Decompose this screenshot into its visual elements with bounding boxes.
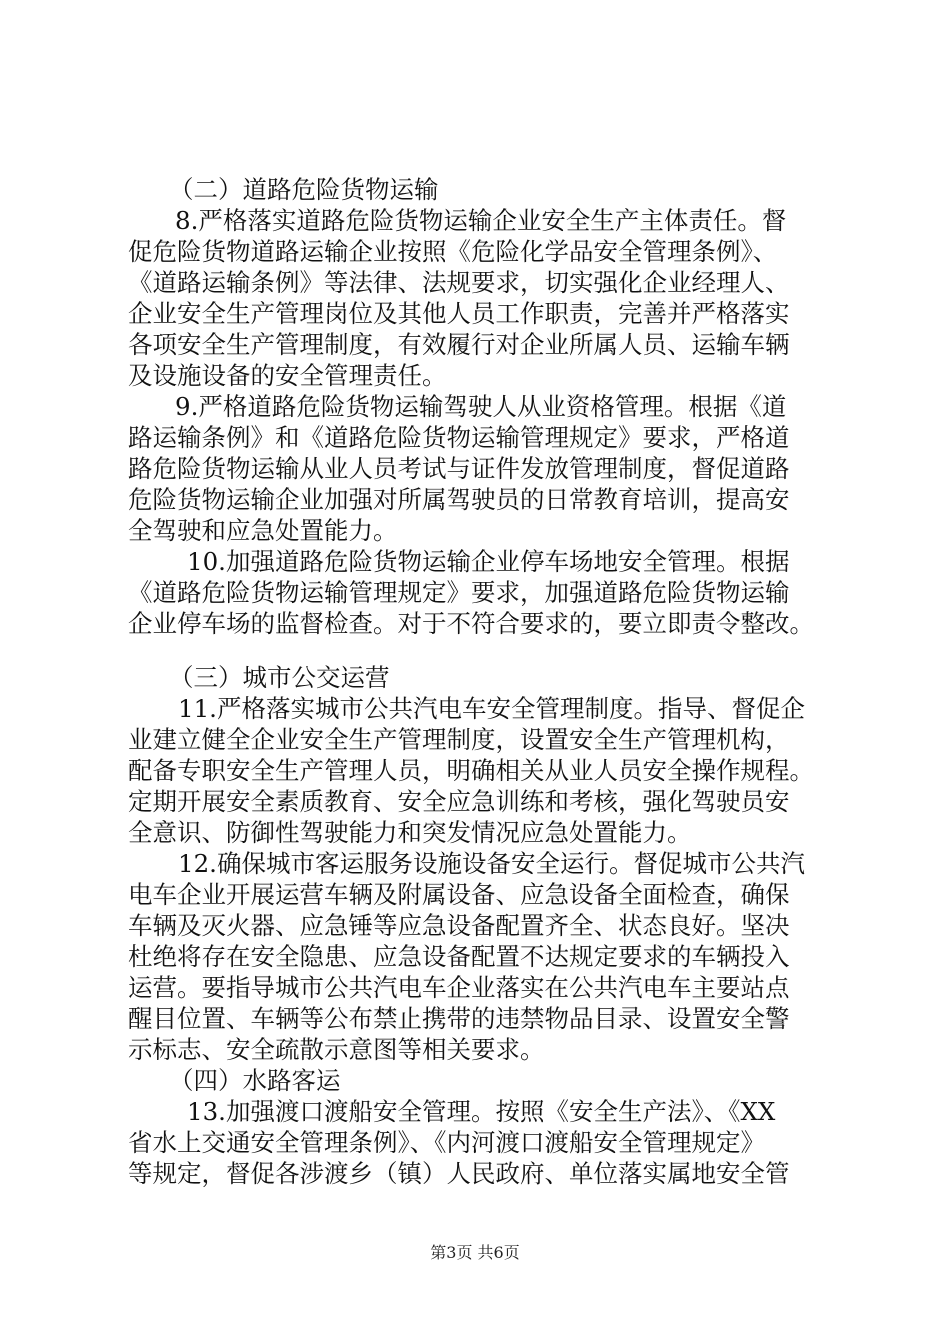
paragraph-line: 及设施设备的安全管理责任。 <box>128 361 447 390</box>
paragraph-line: 定期开展安全素质教育、安全应急训练和考核，强化驾驶员安 <box>128 787 790 816</box>
paragraph-line: 危险货物运输企业加强对所属驾驶员的日常教育培训，提高安 <box>128 485 790 514</box>
paragraph-line: 全意识、防御性驾驶能力和突发情况应急处置能力。 <box>128 818 692 847</box>
paragraph-line: 业建立健全企业安全生产管理制度，设置安全生产管理机构， <box>128 725 790 754</box>
paragraph-line: 《道路运输条例》等法律、法规要求，切实强化企业经理人、 <box>128 268 790 297</box>
paragraph-line: 各项安全生产管理制度，有效履行对企业所属人员、运输车辆 <box>128 330 790 359</box>
paragraph-line: 配备专职安全生产管理人员，明确相关从业人员安全操作规程。 <box>128 756 814 785</box>
paragraph-line: 全驾驶和应急处置能力。 <box>128 516 398 545</box>
paragraph-line: 13.加强渡口渡船安全管理。按照《安全生产法》、《XX <box>187 1097 776 1126</box>
paragraph-line: 8.严格落实道路危险货物运输企业安全生产主体责任。督 <box>175 206 787 235</box>
paragraph-line: 运营。要指导城市公共汽电车企业落实在公共汽电车主要站点 <box>128 973 790 1002</box>
paragraph-line: 12.确保城市客运服务设施设备安全运行。督促城市公共汽 <box>178 849 805 878</box>
paragraph-line: 《道路危险货物运输管理规定》要求，加强道路危险货物运输 <box>128 578 790 607</box>
paragraph-line: 杜绝将存在安全隐患、应急设备配置不达规定要求的车辆投入 <box>128 942 790 971</box>
paragraph-line: 10.加强道路危险货物运输企业停车场地安全管理。根据 <box>187 547 790 576</box>
paragraph-line: 省水上交通安全管理条例》、《内河渡口渡船安全管理规定》 <box>128 1128 765 1157</box>
paragraph-line: 等规定，督促各涉渡乡（镇）人民政府、单位落实属地安全管 <box>128 1159 790 1188</box>
section-heading: （四）水路客运 <box>169 1066 341 1095</box>
paragraph-line: 电车企业开展运营车辆及附属设备、应急设备全面检查，确保 <box>128 880 790 909</box>
paragraph-line: 示标志、安全疏散示意图等相关要求。 <box>128 1035 545 1064</box>
section-heading: （三）城市公交运营 <box>169 663 390 692</box>
paragraph-line: 11.严格落实城市公共汽电车安全管理制度。指导、督促企 <box>178 694 805 723</box>
paragraph-line: 醒目位置、车辆等公布禁止携带的违禁物品目录、设置安全警 <box>128 1004 790 1033</box>
paragraph-line: 促危险货物道路运输企业按照《危险化学品安全管理条例》、 <box>128 237 778 266</box>
page-number-footer: 第3页 共6页 <box>430 1243 520 1262</box>
paragraph-line: 路运输条例》和《道路危险货物运输管理规定》要求，严格道 <box>128 423 790 452</box>
section-heading: （二）道路危险货物运输 <box>169 175 439 204</box>
paragraph-line: 9.严格道路危险货物运输驾驶人从业资格管理。根据《道 <box>175 392 787 421</box>
paragraph-line: 企业安全生产管理岗位及其他人员工作职责，完善并严格落实 <box>128 299 790 328</box>
paragraph-line: 路危险货物运输从业人员考试与证件发放管理制度，督促道路 <box>128 454 790 483</box>
paragraph-line: 车辆及灭火器、应急锤等应急设备配置齐全、状态良好。坚决 <box>128 911 790 940</box>
paragraph-line: 企业停车场的监督检查。对于不符合要求的，要立即责令整改。 <box>128 609 814 638</box>
